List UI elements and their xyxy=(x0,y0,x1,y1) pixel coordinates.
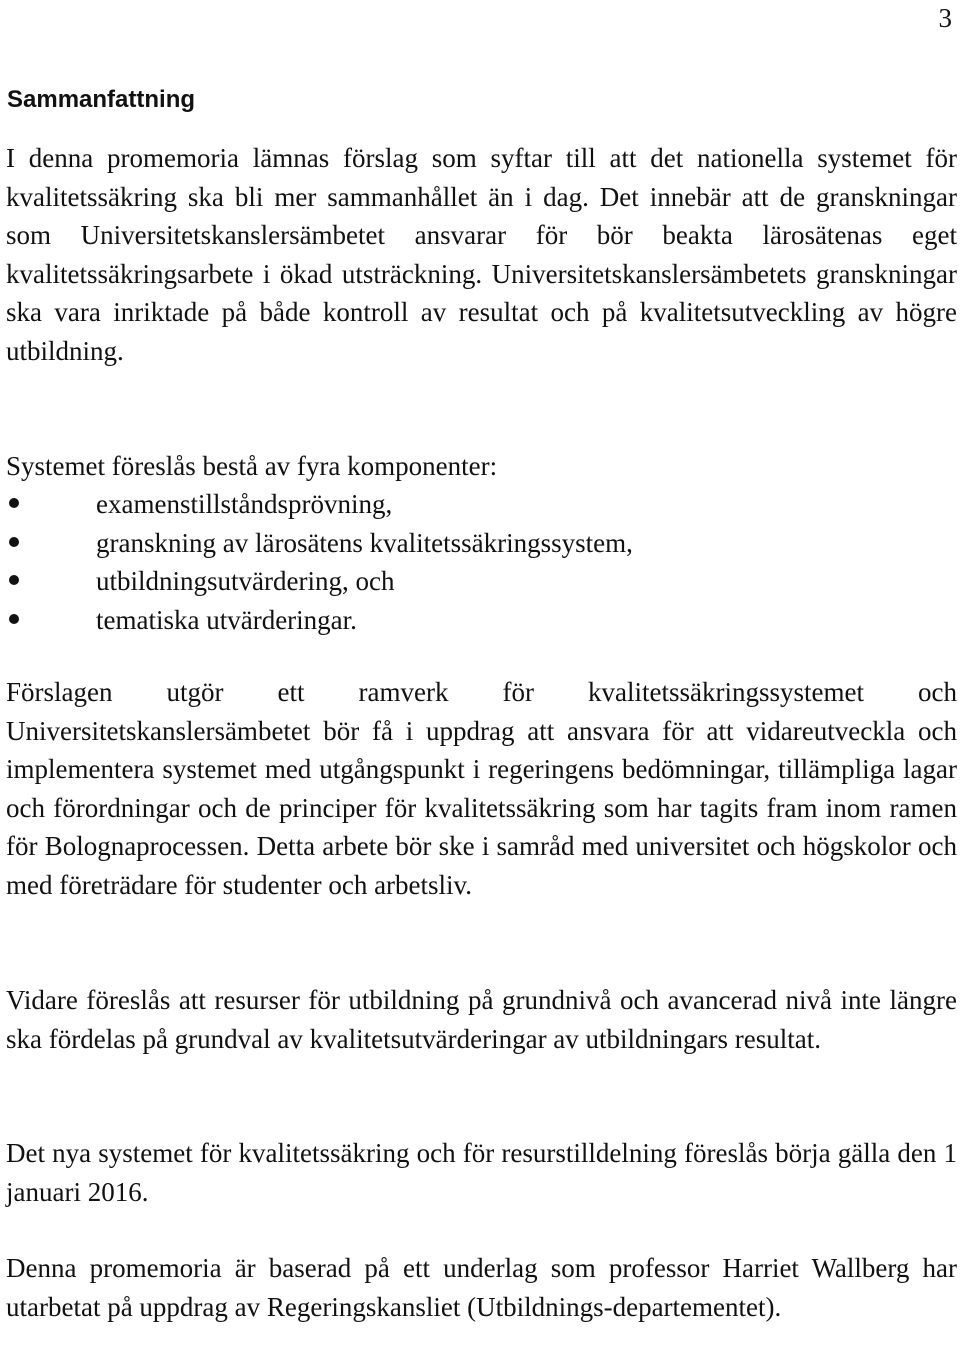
list-item-text: tematiska utvärderingar. xyxy=(96,604,357,635)
components-list xyxy=(6,485,633,639)
paragraph-basis: Denna promemoria är baserad på ett underlag som professor Harriet Wallberg har utarbetat på uppdrag av Regeringskansliet (Utbildnings-departementet). xyxy=(6,1253,957,1322)
paragraph-components-intro: Systemet föreslås bestå av fyra komponenter: xyxy=(6,451,498,481)
list-item xyxy=(6,601,633,640)
list-item xyxy=(6,562,633,601)
section-heading: Sammanfattning xyxy=(7,86,196,113)
paragraph-framework: Förslagen utgör ett ramverk för kvalitetssäkringssystemet och Universitetskanslersämbetet bör få i uppdrag att ansvara för att vidareutveckla och implementera systemet med utgångspunkt i regeringens bedömningar, tillämpliga lagar och förordningar och de principer för kvalitetssäkring som har tagits fram inom ramen för Bolognaprocessen. Detta arbete bör ske i samråd med universitet och högskolor och med företrädare för studenter och arbetsliv. xyxy=(6,677,957,900)
bullet-icon xyxy=(9,498,19,508)
list-item-text: utbildningsutvärdering, och xyxy=(96,566,395,596)
page-number: 3 xyxy=(938,3,952,33)
bullet-icon xyxy=(9,537,19,547)
paragraph-start-date: Det nya systemet för kvalitetssäkring och för resurstilldelning föreslås börja gälla den 1 januari 2016. xyxy=(6,1138,957,1207)
list-item-text: examenstillståndsprövning, xyxy=(96,489,393,519)
paragraph-intro: I denna promemoria lämnas förslag som syftar till att det nationella systemet för kvalitetssäkring ska bli mer sammanhållet än i dag. Det innebär att de granskningar som Universitetskanslersämbetet ansvarar för bör beakta lärosätenas eget kvalitetssäkringsarbete i ökad utsträckning. Universitetskanslersämbetets granskningar ska vara inriktade på både kontroll av resultat och på kvalitetsutveckling av högre utbildning. xyxy=(6,143,957,366)
list-item xyxy=(6,485,633,524)
bullet-icon xyxy=(9,614,19,624)
bullet-icon xyxy=(9,575,19,585)
list-item xyxy=(6,524,633,563)
list-item-text: granskning av lärosätens kvalitetssäkringssystem, xyxy=(96,527,633,558)
paragraph-resources: Vidare föreslås att resurser för utbildning på grundnivå och avancerad nivå inte längre ska fördelas på grundval av kvalitetsutvärderingar av utbildningars resultat. xyxy=(6,985,957,1054)
